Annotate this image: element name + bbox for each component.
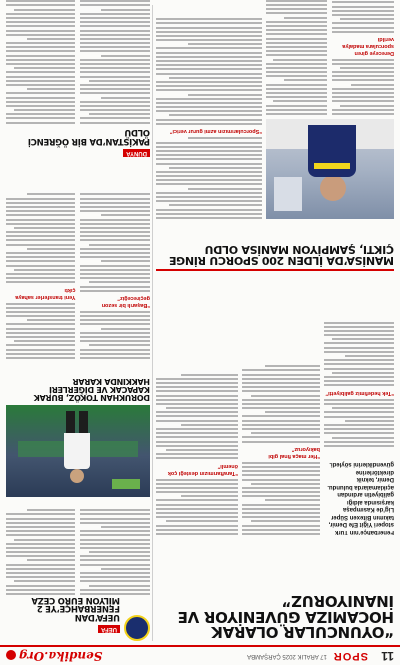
- sidebar-bottom-headline: DORUKHAN TOKÖZ, BURAK KAPACAK VE DİĞERLERİ HAKKINDA KARAR: [33, 376, 150, 402]
- masthead: [0, 645, 400, 665]
- sponsor-board-icon: [112, 479, 140, 489]
- middle-story-subhead-1: “Sporcularımızın azmi gurur verici”: [169, 128, 262, 135]
- sidebar-bottom-body: [6, 169, 150, 359]
- left-story-headline: “OYUNCULAR OLARAK HOCAMIZA GÜVENİYOR VE İNANIYORUZ”: [177, 592, 394, 641]
- sidebar-top-body: [6, 500, 150, 595]
- sidebar-bottom-subhead-1: “Başarılı bir sezon geçireceğiz”: [101, 295, 150, 308]
- sidebar-top: [6, 594, 150, 641]
- middle-story-column-left: [266, 5, 394, 115]
- issue-date: 17 ARALIK 2025 ÇARŞAMBA: [247, 653, 327, 659]
- left-story-deck: Fenerbahçe’nin Türk stoperi Yiğit Efe Demir, takımın Bitexen Süper Lig’de Kasımpaşa karşısında aldığı galibiyetin ardından açıklamalarda bulundu. Demir, teknik direktörlerine güvendiklerini söyledi.: [327, 461, 394, 535]
- player-head-icon: [70, 469, 84, 483]
- left-story: [156, 539, 394, 639]
- left-story-body-2: [324, 322, 394, 387]
- left-story-column-3: [156, 275, 238, 535]
- middle-story-headline: MANİSA’DA İLDEN 200 SPORCU RİNGE ÇIKTI, ŞAMPİYON MANİSA OLDU: [169, 242, 394, 267]
- sidebar-player-photo: [6, 405, 150, 497]
- sidebar-top-headline: UEFA’DAN FENERBAHÇE’YE 2 MİLYON EURO CEZA: [31, 594, 120, 622]
- middle-story-photo: [266, 119, 394, 219]
- middle-story-subhead-2: Dereceye giren sporculara madalya verildi: [342, 36, 394, 56]
- middle-story-column-right: [156, 5, 262, 219]
- left-story-body-1: [324, 399, 394, 447]
- sidebar-top-kicker: UEFA: [98, 625, 120, 633]
- left-story-subhead-3: “Taraftarımızın desteği çok önemli”: [167, 462, 238, 476]
- left-story-column-2: [242, 275, 320, 535]
- bottom-right-headline: PAKİSTAN’DA BİR ÖĞRENCİ ÖLDÜ: [28, 127, 150, 146]
- club-crest-icon: [124, 615, 150, 641]
- left-story-subhead-1: “Tek hedefimiz galibiyetti”: [325, 389, 394, 396]
- sidebar-bottom: [6, 361, 150, 401]
- sidebar-bottom-subhead-2: Yeni transferler sahaya çıktı: [15, 286, 76, 300]
- bottom-right-story: [6, 5, 150, 165]
- bottom-right-kicker: DÜNYA: [123, 149, 150, 157]
- newspaper-logo: Sendika.Org: [6, 649, 102, 663]
- middle-story: [156, 223, 394, 271]
- page-number: 11: [381, 649, 394, 663]
- left-story-subhead-2: “Her maça final gibi bakıyoruz”: [268, 446, 320, 459]
- logo-mark-icon: [6, 651, 16, 661]
- section-label: SPOR: [332, 650, 368, 662]
- player-body-icon: [64, 433, 90, 469]
- athlete-head-icon: [320, 175, 346, 201]
- column-divider: [152, 5, 153, 641]
- left-story-deck-column: [324, 275, 394, 535]
- athlete-jersey-icon: [308, 125, 356, 177]
